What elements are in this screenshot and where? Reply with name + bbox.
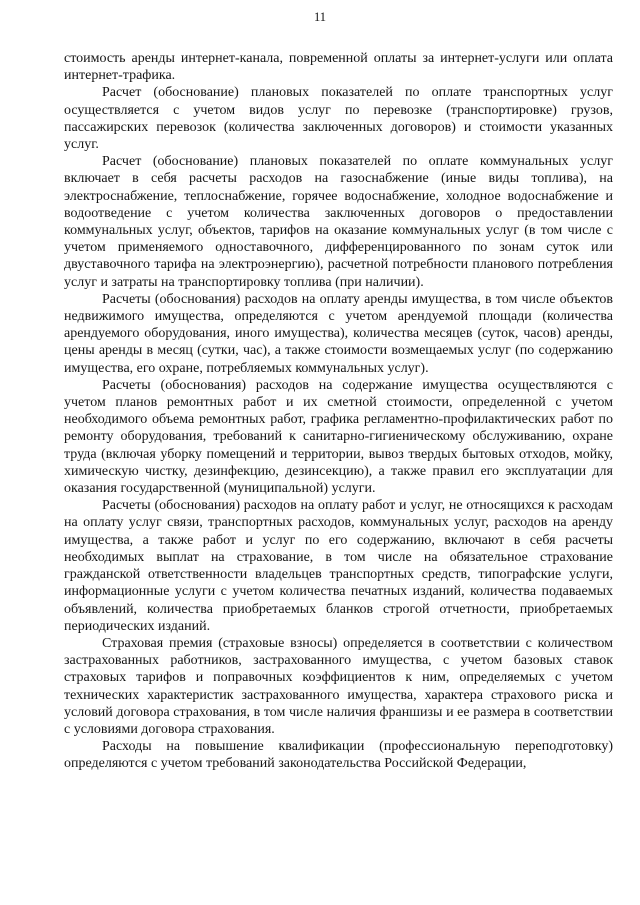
paragraph-property-maintenance: Расчеты (обоснования) расходов на содержание имущества осуществляются с учетом планов ремонтных работ и их сметной стоимости, определенной с учетом необходимого объема ремонтных работ, графика регламентно-профилактических работ по ремонту оборудования, требований к санитарно-гигиеническому обслуживанию, охране труда (включая уборку помещений и территории, вывоз твердых бытовых отходов, мойку, химическую чистку, дезинфекцию, дезинсекцию), а также правил его эксплуатации для оказания государственной (муниципальной) услуги. [64,377,613,497]
paragraph-other-works-services: Расчеты (обоснования) расходов на оплату работ и услуг, не относящихся к расходам на оплату услуг связи, транспортных расходов, коммунальных услуг, расходов на аренду имущества, а также работ и услуг по его содержанию, включают в себя расчеты необходимых выплат на страхование, в том числе на обязательное страхование гражданской ответственности владельцев транспортных средств, типографские услуги, информационные услуги с учетом количества печатных изданий, количества подаваемых объявлений, количества приобретаемых бланков строгой отчетности, приобретаемых периодических изданий. [64,498,613,634]
paragraph-property-rent: Расчеты (обоснования) расходов на оплату аренды имущества, в том числе объектов недвижимого имущества, определяются с учетом арендуемой площади (количества арендуемого оборудования, иного имущества), количества месяцев (суток, часов) аренды, цены аренды в месяц (сутки, час), а также стоимости возмещаемых услуг (по содержанию имущества, его охране, потребляемых коммунальных услуг). [64,291,613,376]
page-number: 11 [313,10,327,24]
paragraph-utility-services: Расчет (обоснование) плановых показателей по оплате коммунальных услуг включает в себя расчеты расходов на газоснабжение (иные виды топлива), на электроснабжение, теплоснабжение, горячее водоснабжение, холодное водоснабжение и водоотведение с учетом количества заключенных договоров о предоставлении коммунальных услуг, объектов, тарифов на оказание коммунальных услуг (в том числе с учетом применяемого одноставочного, дифференцированного по зонам суток или двуставочного тарифа на электроэнергию), расчетной потребности планового потребления услуг и затраты на транспортировку топлива (при наличии). [64,154,613,290]
paragraph-insurance-premium: Страховая премия (страховые взносы) определяется в соответствии с количеством застрахованных работников, застрахованного имущества, с учетом базовых ставок страховых тарифов и поправочных коэффициентов к ним, определяемых с учетом технических характеристик застрахованного имущества, характера страхового риска и условий договора страхования, в том числе наличия франшизы и ее размера в соответствии с условиями договора страхования. [64,635,613,737]
paragraph-internet-costs: стоимость аренды интернет-канала, повременной оплаты за интернет-услуги или оплата интернет-трафика. [64,51,613,84]
paragraph-qualification-costs: Расходы на повышение квалификации (профессиональную переподготовку) определяются с учетом требований законодательства Российской Федерации, [64,739,613,772]
paragraph-transport-services: Расчет (обоснование) плановых показателей по оплате транспортных услуг осуществляется с учетом видов услуг по перевозке (транспортировке) грузов, пассажирских перевозок (количества заключенных договоров) и стоимости указанных услуг. [64,85,613,153]
body-text [64,50,613,773]
